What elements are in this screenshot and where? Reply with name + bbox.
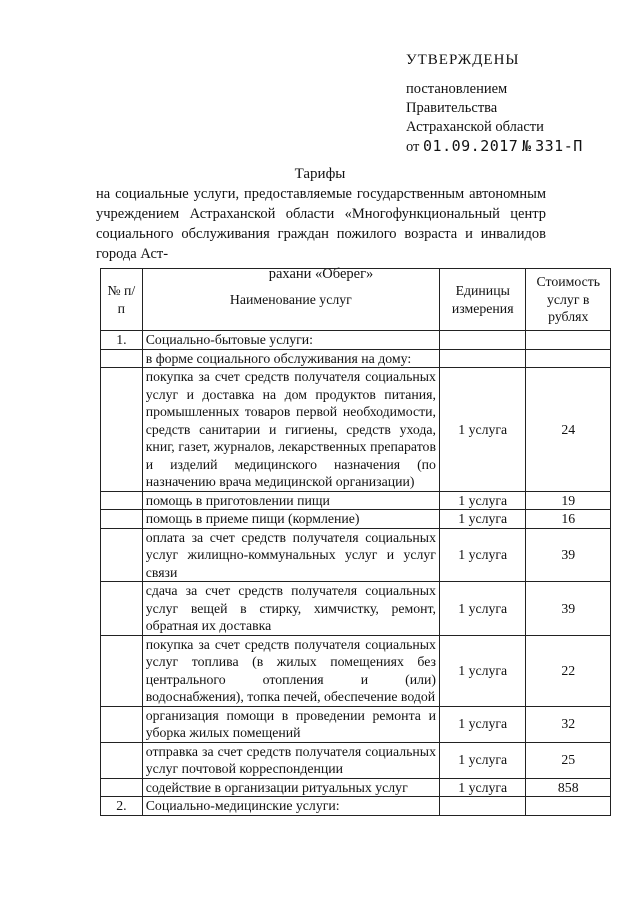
row-unit: 1 услуга — [439, 706, 526, 742]
row-cost: 24 — [526, 368, 611, 492]
row-name: отправка за счет средств получателя социальных услуг почтовой корреспонденции — [142, 742, 439, 778]
row-name: в форме социального обслуживания на дому: — [142, 349, 439, 368]
header-num: № п/п — [101, 269, 143, 331]
row-cost: 39 — [526, 582, 611, 636]
row-name: организация помощи в проведении ремонта и уборка жилых помещений — [142, 706, 439, 742]
table-row — [101, 510, 611, 529]
table-row — [101, 797, 611, 816]
row-unit — [439, 349, 526, 368]
row-num — [101, 635, 143, 706]
row-name: покупка за счет средств получателя социальных услуг топлива (в жилых помещениях без центрального отопления и (или) водоснабжения), топка печей, обеспечение водой — [142, 635, 439, 706]
row-name: помощь в приготовлении пищи — [142, 491, 439, 510]
row-unit: 1 услуга — [439, 528, 526, 582]
table-row — [101, 368, 611, 492]
row-num: 1. — [101, 331, 143, 350]
row-unit: 1 услуга — [439, 582, 526, 636]
row-cost: 32 — [526, 706, 611, 742]
row-num — [101, 368, 143, 492]
row-unit: 1 услуга — [439, 510, 526, 529]
approval-line: Правительства — [406, 100, 498, 116]
row-unit: 1 услуга — [439, 635, 526, 706]
row-name: сдача за счет средств получателя социальных услуг вещей в стирку, химчистку, ремонт, обратная их доставка — [142, 582, 439, 636]
row-unit: 1 услуга — [439, 491, 526, 510]
table-row — [101, 778, 611, 797]
row-num — [101, 582, 143, 636]
table-row — [101, 491, 611, 510]
approval-number: 331-П — [535, 137, 583, 155]
tariffs-table — [100, 268, 611, 816]
row-cost — [526, 349, 611, 368]
document-subtitle-main: на социальные услуги, предоставляемые государственным автономным учреждением Астраханской области «Многофункциональный центр социального обслуживания граждан пожилого возраста и инвалидов города Аст- — [96, 186, 546, 262]
row-num — [101, 510, 143, 529]
table-row — [101, 528, 611, 582]
row-cost: 39 — [526, 528, 611, 582]
row-name: Социально-бытовые услуги: — [142, 331, 439, 350]
table-row — [101, 349, 611, 368]
row-cost — [526, 797, 611, 816]
approval-date-line — [406, 137, 631, 157]
approval-date: 01.09.2017 — [423, 137, 519, 155]
table-row — [101, 635, 611, 706]
row-unit — [439, 331, 526, 350]
table-row — [101, 582, 611, 636]
row-unit — [439, 797, 526, 816]
header-unit: Единицы измерения — [439, 269, 526, 331]
approval-title: УТВЕРЖДЕНЫ — [406, 52, 520, 68]
row-num — [101, 491, 143, 510]
row-num — [101, 742, 143, 778]
table-row — [101, 706, 611, 742]
row-unit: 1 услуга — [439, 778, 526, 797]
row-num — [101, 778, 143, 797]
header-cost: Стоимость услуг в рублях — [526, 269, 611, 331]
row-cost — [526, 331, 611, 350]
document-subtitle-end: рахани «Оберег» — [268, 266, 374, 282]
row-cost: 22 — [526, 635, 611, 706]
date-prefix: от — [406, 139, 420, 155]
row-cost: 25 — [526, 742, 611, 778]
table-header-row — [101, 269, 611, 331]
table-row — [101, 331, 611, 350]
row-name: содействие в организации ритуальных услуг — [142, 778, 439, 797]
table-row — [101, 742, 611, 778]
row-cost: 858 — [526, 778, 611, 797]
row-unit: 1 услуга — [439, 742, 526, 778]
row-cost: 16 — [526, 510, 611, 529]
row-num — [101, 706, 143, 742]
row-name: покупка за счет средств получателя социальных услуг и доставка на дом продуктов питания, промышленных товаров первой необходимости, средств санитарии и гигиены, средств ухода, книг, газет, журналов, лекарственных препаратов и изделий медицинского назначения (по назначению врача медицинской организации) — [142, 368, 439, 492]
row-name: помощь в приеме пищи (кормление) — [142, 510, 439, 529]
row-cost: 19 — [526, 491, 611, 510]
row-num: 2. — [101, 797, 143, 816]
document-title: Тарифы — [294, 166, 346, 182]
row-unit: 1 услуга — [439, 368, 526, 492]
row-num — [101, 528, 143, 582]
row-num — [101, 349, 143, 368]
approval-line: Астраханской области — [406, 119, 544, 135]
row-name: оплата за счет средств получателя социальных услуг жилищно-коммунальных услуг и услуг связи — [142, 528, 439, 582]
row-name: Социально-медицинские услуги: — [142, 797, 439, 816]
header-name: Наименование услуг — [142, 269, 439, 331]
approval-line: постановлением — [406, 81, 508, 97]
approval-block — [406, 50, 631, 157]
number-prefix: № — [521, 137, 532, 155]
